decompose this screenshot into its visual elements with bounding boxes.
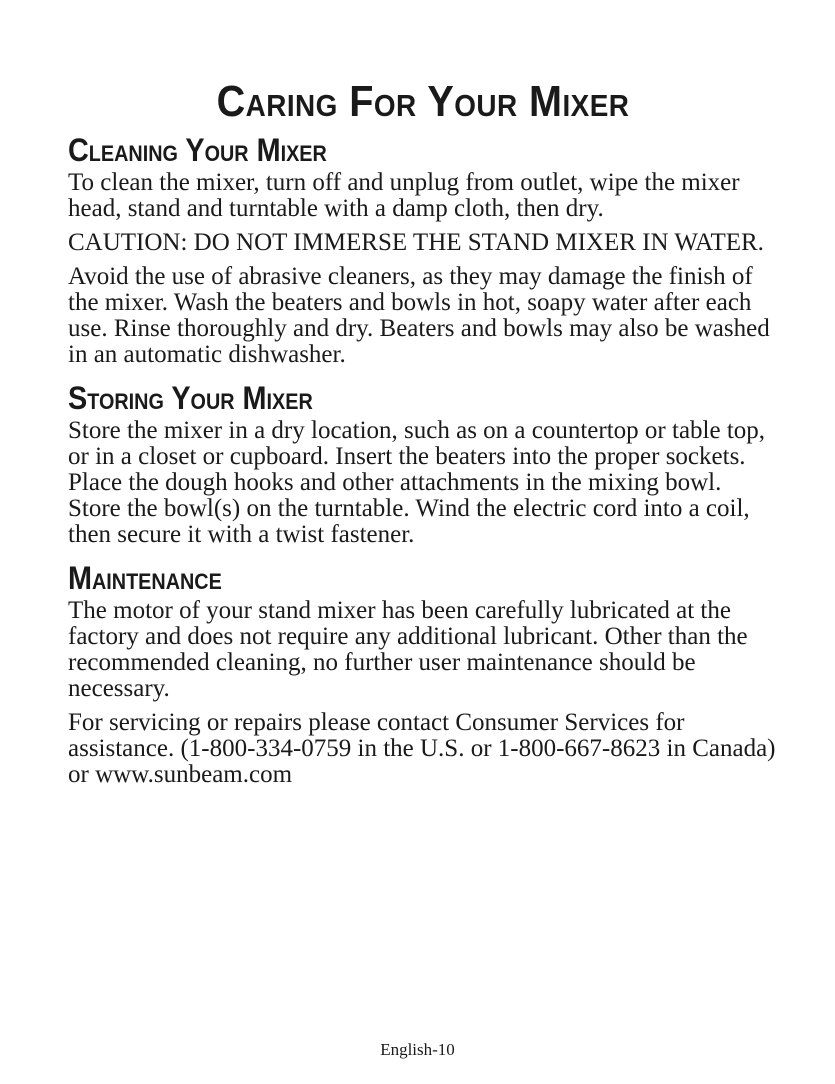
storing-paragraph-1: Store the mixer in a dry location, such as on a countertop or table top, or in a closet or cupboard. Insert the beaters into the proper sockets. Place the dough hooks and other attachments in the mixing bowl. Store the bowl(s) on the turntable. Wind the electric cord into a coil, then secure it with a twist fastener. [68,417,766,548]
section-maintenance [68,558,778,788]
section-heading-cleaning: Cleaning Your Mixer [68,132,327,168]
section-heading-storing: Storing Your Mixer [68,380,313,416]
cleaning-paragraph-1: To clean the mixer, turn off and unplug from outlet, wipe the mixer head, stand and turntable with a damp cloth, then dry. [68,169,740,222]
section-storing [68,378,778,548]
cleaning-caution: CAUTION: DO NOT IMMERSE THE STAND MIXER IN WATER. [68,229,764,256]
maintenance-paragraph-1: The motor of your stand mixer has been carefully lubricated at the factory and does not require any additional lubricant. Other than the recommended cleaning, no further user maintenance should be necessary. [68,597,748,702]
maintenance-paragraph-2: For servicing or repairs please contact Consumer Services for assistance. (1-800-334-0759 in the U.S. or 1-800-667-8623 in Canada) or www.sunbeam.com [68,709,776,788]
section-heading-maintenance: Maintenance [68,560,222,596]
section-cleaning [68,130,778,368]
page-title: Caring For Your Mixer [216,77,630,126]
manual-page [68,78,778,796]
cleaning-paragraph-2: Avoid the use of abrasive cleaners, as they may damage the finish of the mixer. Wash the beaters and bowls in hot, soapy water after each use. Rinse thoroughly and dry. Beaters and bowls may also be washed in an automatic dishwasher. [68,263,770,368]
page-number: English-10 [380,1040,455,1059]
